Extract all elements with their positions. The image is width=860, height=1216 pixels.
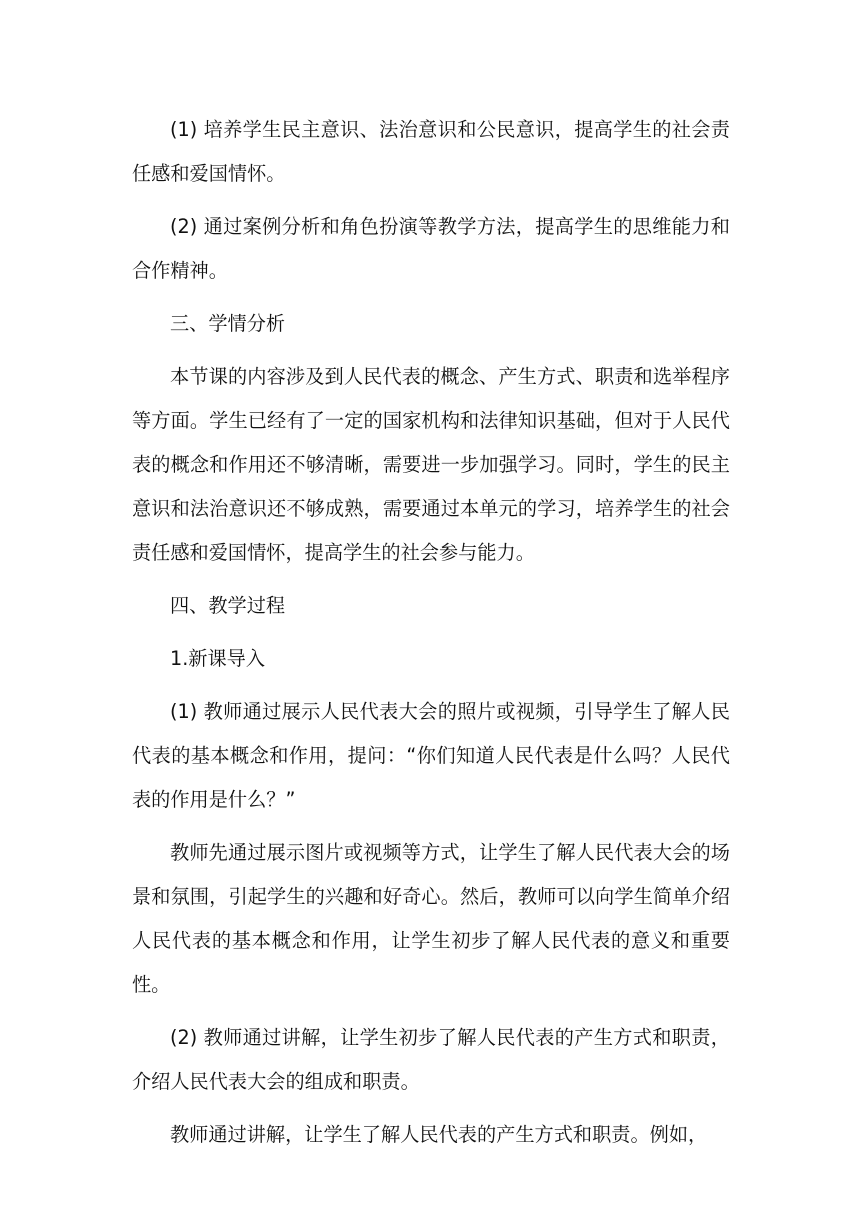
paragraph-objective-1: (1) 培养学生民主意识、法治意识和公民意识，提高学生的社会责任感和爱国情怀。 (132, 118, 730, 185)
paragraph-learning-analysis: 本节课的内容涉及到人民代表的概念、产生方式、职责和选举程序等方面。学生已经有了一定的国家机构和法律知识基础，但对于人民代表的概念和作用还不够清晰，需要进一步加强学习。同时，学生的民主意识和法治意识还不够成熟，需要通过本单元的学习，培养学生的社会责任感和爱国情怀，提高学生的社会参与能力。 (132, 365, 730, 564)
section-heading-teaching-process: 四、教学过程 (170, 594, 286, 617)
section-heading-learning-analysis: 三、学情分析 (170, 312, 286, 335)
paragraph-step-2: (2) 教师通过讲解，让学生初步了解人民代表的产生方式和职责，介绍人民代表大会的组成和职责。 (132, 1026, 730, 1093)
subheading-new-lesson-intro: 1.新课导入 (170, 647, 266, 670)
paragraph-step-2-detail: 教师通过讲解，让学生了解人民代表的产生方式和职责。例如， (170, 1123, 708, 1146)
paragraph-step-1-detail: 教师先通过展示图片或视频等方式，让学生了解人民代表大会的场景和氛围，引起学生的兴趣和好奇心。然后，教师可以向学生简单介绍人民代表的基本概念和作用，让学生初步了解人民代表的意义和重要性。 (132, 841, 730, 996)
document-body (132, 108, 730, 1166)
paragraph-objective-2: (2) 通过案例分析和角色扮演等教学方法，提高学生的思维能力和合作精神。 (132, 215, 730, 282)
paragraph-step-1: (1) 教师通过展示人民代表大会的照片或视频，引导学生了解人民代表的基本概念和作用，提问：“你们知道人民代表是什么吗？人民代表的作用是什么？” (132, 700, 730, 811)
